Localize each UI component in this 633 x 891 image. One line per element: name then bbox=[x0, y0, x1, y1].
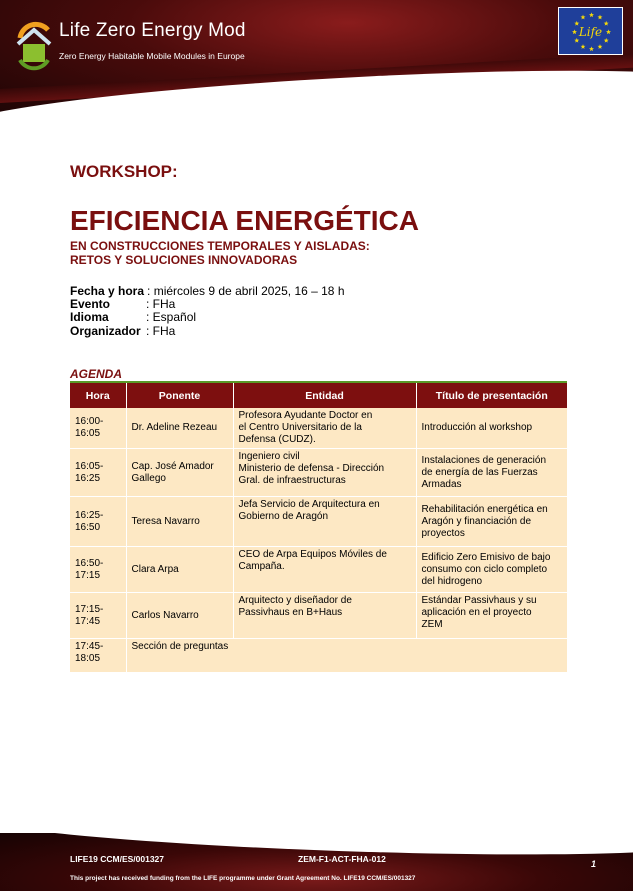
cell-ponente: Teresa Navarro bbox=[126, 497, 233, 547]
info-label: Idioma bbox=[70, 310, 109, 325]
agenda-title: AGENDA bbox=[70, 367, 123, 381]
cell-hora: 16:25- 16:50 bbox=[70, 497, 126, 547]
cell-hora: 16:05- 16:25 bbox=[70, 449, 126, 497]
eu-life-badge bbox=[558, 7, 623, 55]
cell-ponente: Dr. Adeline Rezeau bbox=[126, 408, 233, 449]
cell-entidad: Ingeniero civil Ministerio de defensa - Dirección Gral. de infraestructuras bbox=[233, 449, 416, 497]
cell-entidad: Profesora Ayudante Doctor en el Centro Universitario de la Defensa (CUDZ). bbox=[233, 408, 416, 449]
info-label: Organizador bbox=[70, 323, 141, 338]
cell-entidad: Jefa Servicio de Arquitectura en Gobierno de Aragón bbox=[233, 497, 416, 547]
table-row bbox=[70, 449, 567, 497]
footer-doc-code: ZEM-F1-ACT-FHA-012 bbox=[298, 854, 386, 864]
logo-subtitle: Zero Energy Habitable Mobile Modules in Europe bbox=[59, 51, 245, 61]
agenda-table bbox=[70, 381, 567, 673]
page-number: 1 bbox=[591, 859, 597, 869]
cell-titulo: Rehabilitación energética en Aragón y financiación de proyectos bbox=[416, 497, 567, 547]
cell-hora: 17:45- 18:05 bbox=[70, 639, 126, 673]
cell-titulo: Edificio Zero Emisivo de bajo consumo con ciclo completo del hidrogeno bbox=[416, 547, 567, 593]
subtitle-line-1: EN CONSTRUCCIONES TEMPORALES Y AISLADAS: bbox=[70, 239, 370, 253]
cell-entidad: Arquitecto y diseñador de Passivhaus en B+Haus bbox=[233, 593, 416, 639]
info-row-date bbox=[70, 285, 345, 298]
subtitle-line-2: RETOS Y SOLUCIONES INNOVADORAS bbox=[70, 253, 298, 267]
table-row bbox=[70, 497, 567, 547]
table-row bbox=[70, 408, 567, 449]
column-header-entidad: Entidad bbox=[233, 382, 416, 408]
column-header-titulo: Título de presentación bbox=[416, 382, 567, 408]
eu-star-icon bbox=[598, 15, 603, 20]
info-row-language bbox=[70, 311, 345, 324]
cell-titulo: Introducción al workshop bbox=[416, 408, 567, 449]
house-logo-icon bbox=[14, 10, 54, 72]
workshop-label: WORKSHOP: bbox=[70, 162, 178, 181]
info-value: : Español bbox=[146, 310, 197, 325]
page-footer bbox=[0, 833, 633, 891]
cell-ponente: Carlos Navarro bbox=[126, 593, 233, 639]
footer-funding-note: This project has received funding from the LIFE programme under Grant Agreement No. LIFE19 CCM/ES/001327 bbox=[70, 875, 416, 882]
eu-life-label: Life bbox=[578, 25, 603, 39]
column-header-hora: Hora bbox=[70, 382, 126, 408]
eu-star-icon bbox=[589, 12, 594, 17]
cell-ponente: Sección de preguntas bbox=[126, 639, 567, 673]
table-header-row bbox=[70, 382, 567, 408]
info-value: : FHa bbox=[146, 323, 176, 338]
footer-project-code: LIFE19 CCM/ES/001327 bbox=[70, 854, 165, 864]
eu-star-icon bbox=[598, 44, 603, 49]
cell-ponente: Clara Arpa bbox=[126, 547, 233, 593]
info-row-event bbox=[70, 298, 345, 311]
cell-titulo: Estándar Passivhaus y su aplicación en el proyecto ZEM bbox=[416, 593, 567, 639]
page-subtitle bbox=[70, 239, 370, 267]
column-header-ponente: Ponente bbox=[126, 382, 233, 408]
cell-entidad: CEO de Arpa Equipos Móviles de Campaña. bbox=[233, 547, 416, 593]
table-row bbox=[70, 593, 567, 639]
cell-hora: 17:15- 17:45 bbox=[70, 593, 126, 639]
logo-title: Life Zero Energy Mod bbox=[59, 20, 246, 41]
info-label: Fecha y hora bbox=[70, 284, 145, 298]
page-title: EFICIENCIA ENERGÉTICA bbox=[70, 205, 419, 236]
table-row bbox=[70, 639, 567, 673]
event-info bbox=[70, 285, 345, 338]
info-label: Evento bbox=[70, 297, 111, 312]
eu-star-icon bbox=[581, 44, 586, 49]
info-value: : FHa bbox=[146, 297, 176, 312]
cell-hora: 16:50- 17:15 bbox=[70, 547, 126, 593]
info-row-organizer bbox=[70, 325, 345, 338]
eu-star-icon bbox=[589, 46, 594, 51]
cell-ponente: Cap. José Amador Gallego bbox=[126, 449, 233, 497]
page-header bbox=[0, 0, 633, 115]
info-value: : miércoles 9 de abril 2025, 16 – 18 h bbox=[147, 284, 345, 298]
cell-hora: 16:00- 16:05 bbox=[70, 408, 126, 449]
table-row bbox=[70, 547, 567, 593]
eu-star-icon bbox=[581, 15, 586, 20]
cell-titulo: Instalaciones de generación de energía de las Fuerzas Armadas bbox=[416, 449, 567, 497]
